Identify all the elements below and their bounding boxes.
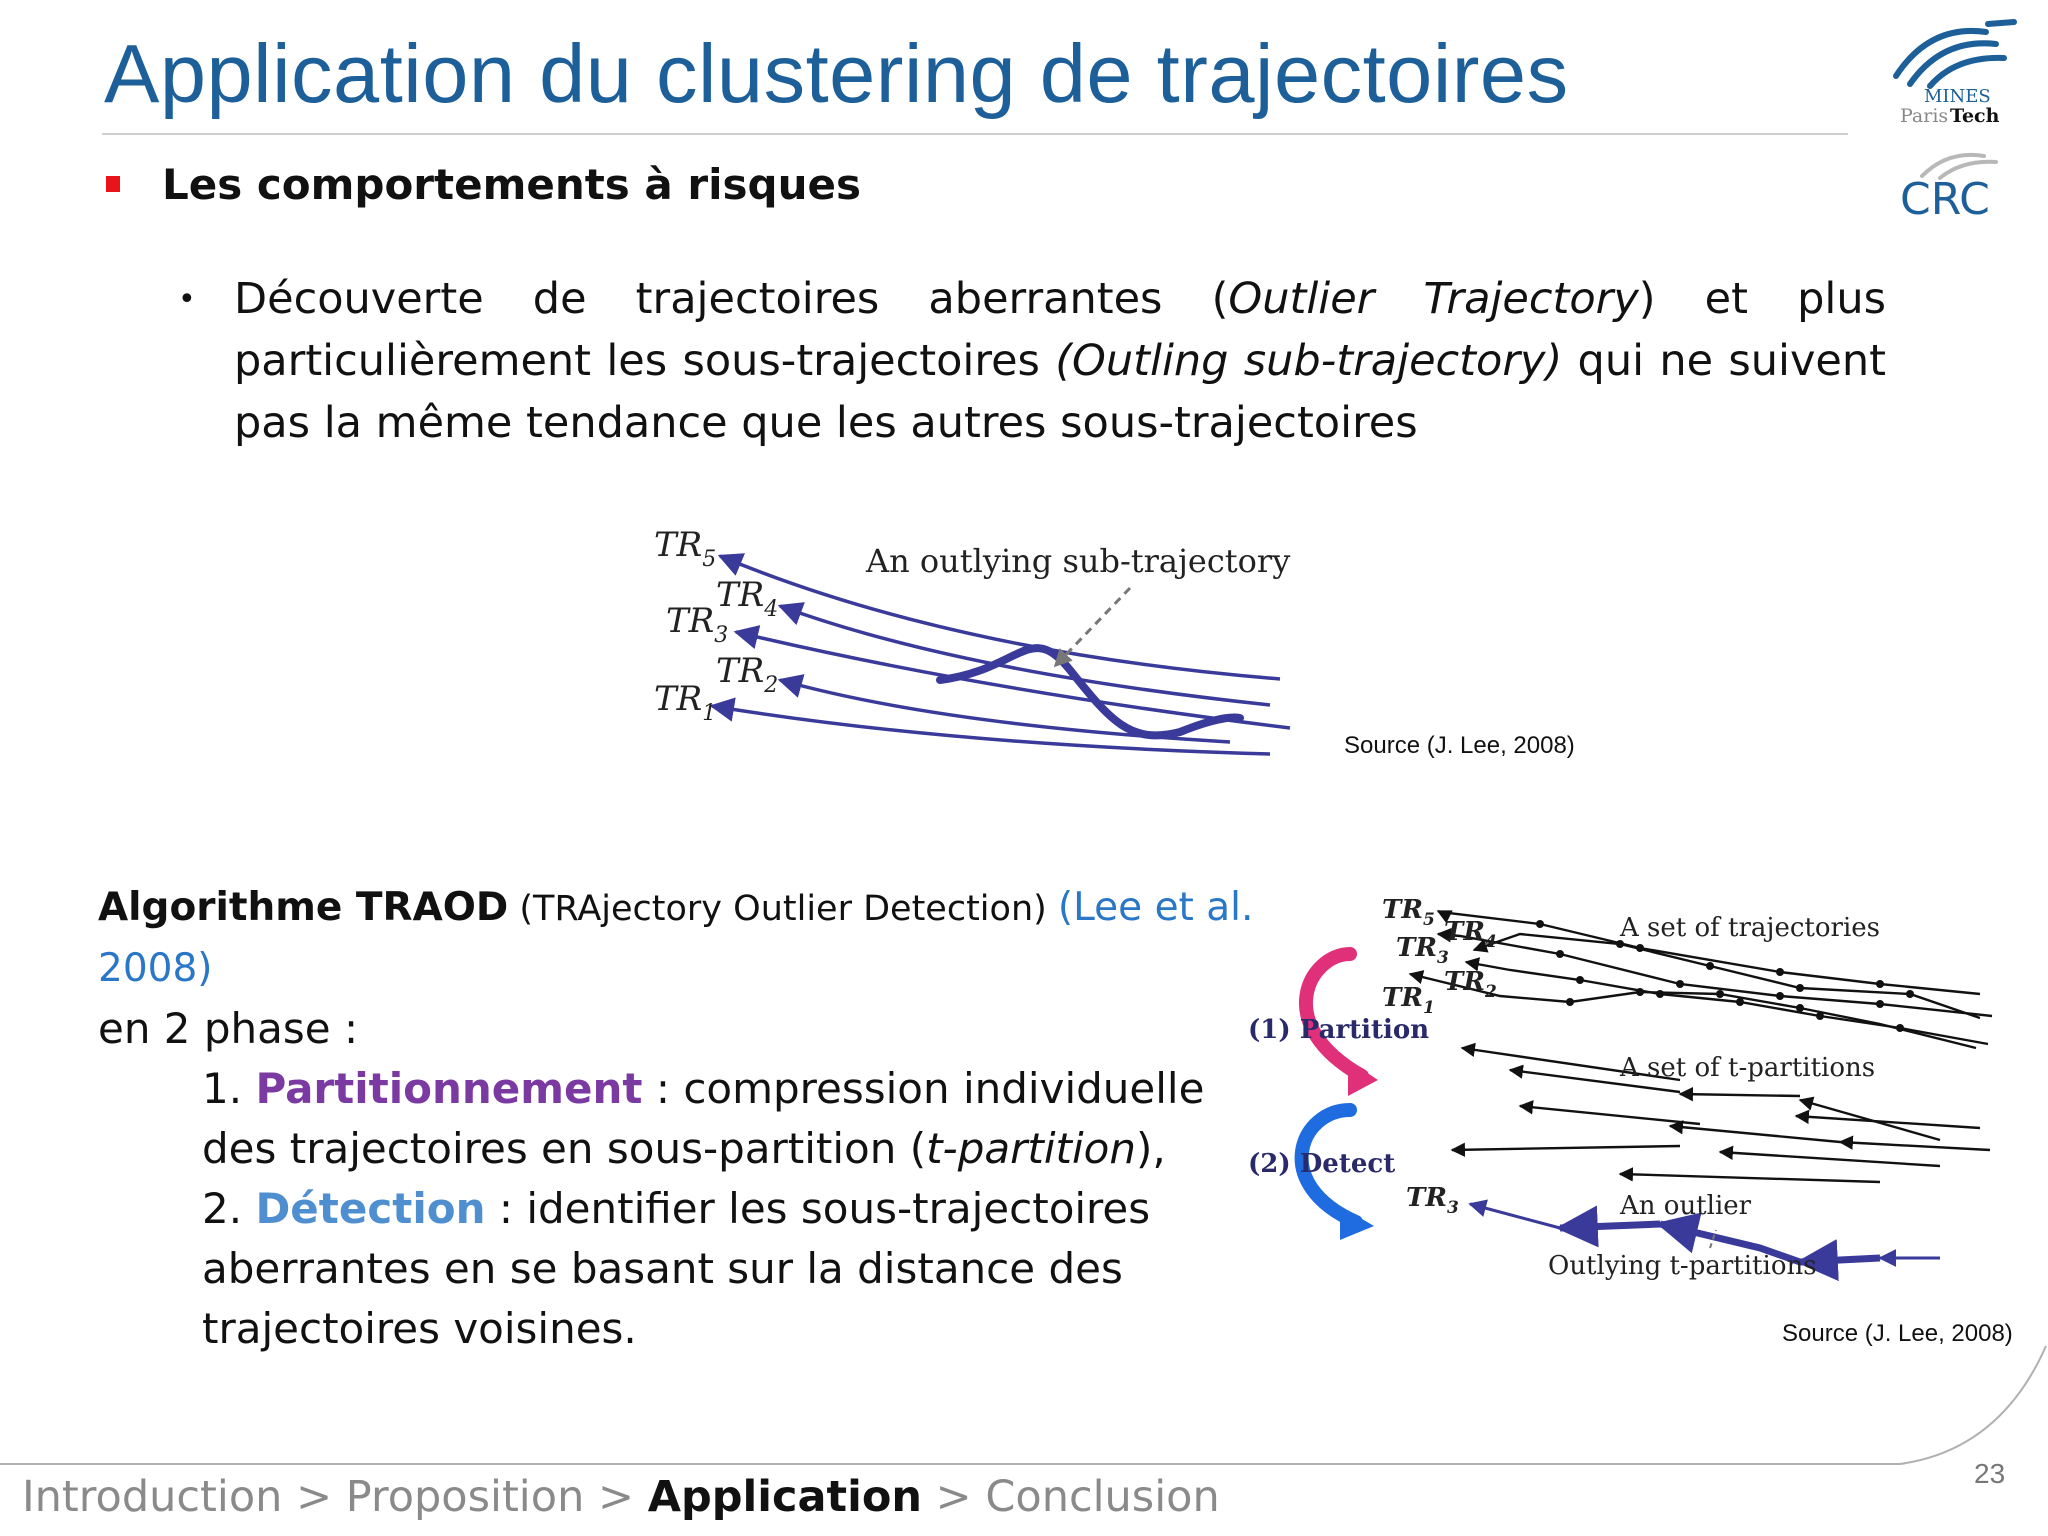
annotation-label: An outlying sub-trajectory <box>866 542 1291 580</box>
section-paragraph: Découverte de trajectoires aberrantes (Outlier Trajectory) et plus particulièrement les sous-trajectoires (Outling sub-trajectory) qui ne suivent pas la même tendance que les autres sous-trajectoires <box>234 274 1887 448</box>
breadcrumb-conclusion[interactable]: Conclusion <box>985 1472 1220 1522</box>
breadcrumb <box>22 1472 1220 1522</box>
fig2-label-outlier-tr3: TR <box>1406 1183 1447 1213</box>
fig2-label-tr1: TR <box>1382 983 1423 1013</box>
breadcrumb-proposition[interactable]: Proposition <box>345 1472 585 1522</box>
figure-outlying-subtrajectory <box>640 520 1300 770</box>
label-an-outlier: An outlier <box>1620 1191 1752 1221</box>
label-phase-detect: (2) Detect <box>1248 1149 1396 1179</box>
title-divider <box>102 133 1848 135</box>
svg-text:TR3: $TR_3$ <box>666 601 729 648</box>
traod-step-1: 1. Partitionnement : compression individuelle des trajectoires en sous-partition (t-partition), <box>202 1064 1205 1173</box>
label-set-of-tpartitions: A set of t-partitions <box>1620 1053 1876 1083</box>
step-partitionnement: Partitionnement <box>255 1064 643 1113</box>
traod-title-line <box>98 878 1258 999</box>
page-number: 23 <box>1974 1458 2006 1489</box>
tech-text: Tech <box>1950 105 2000 127</box>
crc-text: CRC <box>1900 174 1990 220</box>
paris-text: Paris <box>1900 105 1949 127</box>
fig2-label-tr5: TR <box>1382 895 1423 925</box>
section-heading: Les comportements à risques <box>162 160 861 209</box>
fig2-label-tr4: TR <box>1444 917 1485 947</box>
breadcrumb-separator: > <box>584 1472 648 1522</box>
svg-text:TR3: $TR_3$ <box>1396 933 1449 968</box>
mines-paristech-logo <box>1880 18 2020 130</box>
traod-description <box>98 878 1258 1359</box>
traod-intro: en 2 phase : <box>98 1004 359 1053</box>
figure2-source: Source (J. Lee, 2008) <box>1782 1320 2013 1347</box>
bullet-square <box>106 176 120 192</box>
label-phase-partition: (1) Partition <box>1248 1015 1430 1045</box>
label-tr1: TR <box>654 679 703 719</box>
breadcrumb-separator: > <box>921 1472 986 1522</box>
svg-text:TR4: $TR_4$ <box>716 575 779 622</box>
figure-traod-diagram <box>1240 884 2010 1294</box>
footer-swoosh <box>1890 1340 2048 1470</box>
svg-text:TR2: $TR_2$ <box>716 651 779 698</box>
annotation-arrow <box>1055 588 1130 666</box>
label-tr3: TR <box>666 601 715 641</box>
trajectory-tr3 <box>736 632 1290 728</box>
figure1-source: Source (J. Lee, 2008) <box>1344 732 1575 759</box>
traod-name: Algorithme TRAOD <box>98 885 509 930</box>
svg-text:TR1: $TR_1$ <box>654 679 717 726</box>
label-outlying-tpartitions: Outlying t-partitions <box>1548 1251 1817 1281</box>
traod-citation[interactable]: (Lee et al. 2008) <box>98 885 1254 991</box>
fig2-label-tr2: TR <box>1444 967 1485 997</box>
slide-title: Application du clustering de trajectoires <box>104 27 1569 120</box>
svg-text:TR2: $TR_2$ <box>1444 967 1497 1002</box>
label-set-of-trajectories: A set of trajectories <box>1620 913 1880 943</box>
footer-divider <box>0 1463 1900 1465</box>
svg-text:TR4: $TR_4$ <box>1444 917 1497 952</box>
breadcrumb-application[interactable]: Application <box>647 1472 922 1522</box>
traod-expansion: (TRAjectory Outlier Detection) <box>508 889 1058 929</box>
breadcrumb-separator: > <box>282 1472 346 1522</box>
bullet-dot: • <box>178 282 196 317</box>
label-tr2: TR <box>716 651 765 691</box>
svg-text:TR5: $TR_5$ <box>1382 895 1435 930</box>
traod-step-2: 2. Détection : identifier les sous-trajectoires aberrantes en se basant sur la distance des trajectoires voisines. <box>202 1184 1151 1353</box>
fig2-label-tr3: TR <box>1396 933 1437 963</box>
svg-text:TR3: $TR_3$ <box>1406 1183 1459 1218</box>
label-tr4: TR <box>716 575 765 615</box>
svg-text:TR5: $TR_5$ <box>654 525 717 572</box>
mines-text: MINES <box>1924 86 1991 107</box>
breadcrumb-introduction[interactable]: Introduction <box>22 1472 283 1522</box>
svg-text:TR1: $TR_1$ <box>1382 983 1435 1018</box>
crc-logo <box>1892 148 2012 220</box>
step-detection: Détection <box>255 1184 486 1233</box>
label-tr5: TR <box>654 525 703 565</box>
